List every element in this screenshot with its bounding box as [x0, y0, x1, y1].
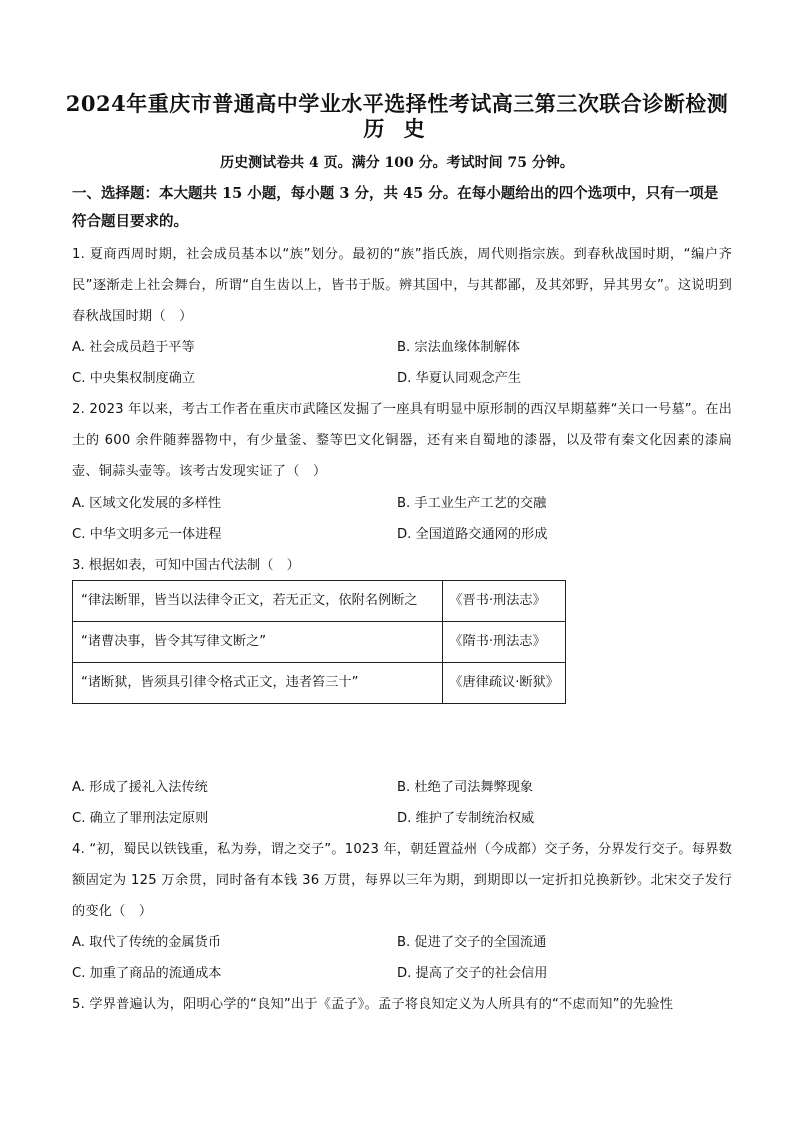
question-1-option-c: C. 中央集权制度确立	[72, 371, 196, 386]
exam-title: 2024年重庆市普通高中学业水平选择性考试高三第三次联合诊断检测	[65, 91, 729, 116]
question-1-stem: 1. 夏商西周时期，社会成员基本以“族”划分。最初的“族”指氏族，周代则指宗族。到春秋战国时期，“编户齐民”逐渐走上社会舞台，所谓“自生齿以上，皆书于版。辨其国中，与其都鄙，及其郊野，异其男女”。这说明到春秋战国时期（ ）	[72, 247, 732, 324]
table-quote: “律法断罪，皆当以法律令正文，若无正文，依附名例断之	[73, 581, 443, 622]
question-4-option-d: D. 提高了交子的社会信用	[397, 966, 548, 981]
question-2-option-b: B. 手工业生产工艺的交融	[397, 496, 547, 511]
question-5-stem: 5. 学界普遍认为，阳明心学的“良知”出于《孟子》。孟子将良知定义为人所具有的“不虑而知”的先验性	[72, 997, 674, 1012]
question-1-option-b: B. 宗法血缘体制解体	[397, 340, 520, 355]
subject-title: 历 史	[363, 116, 431, 141]
question-1-option-d: D. 华夏认同观念产生	[397, 371, 522, 386]
exam-note: 历史测试卷共 4 页。满分 100 分。考试时间 75 分钟。	[220, 155, 574, 171]
table-source: 《晋书·刑法志》	[443, 581, 566, 622]
question-2-option-d: D. 全国道路交通网的形成	[397, 527, 548, 542]
table-source: 《唐律疏议·断狱》	[443, 663, 566, 704]
table-source: 《隋书·刑法志》	[443, 622, 566, 663]
table-row	[73, 581, 566, 622]
question-3-option-b: B. 杜绝了司法舞弊现象	[397, 780, 534, 795]
table-quote: “诸曹决事，皆令其写律文断之”	[73, 622, 443, 663]
table-row	[73, 663, 566, 704]
question-2-stem: 2. 2023 年以来，考古工作者在重庆市武隆区发掘了一座具有明显中原形制的西汉早期墓葬“关口一号墓”。在出土的 600 余件随葬器物中，有少量釜、鍪等巴文化铜器，还有来自蜀地的漆器，以及带有秦文化因素的漆扁壶、铜蒜头壶等。该考古发现实证了（ ）	[72, 402, 732, 479]
question-1-option-a: A. 社会成员趋于平等	[72, 340, 195, 355]
section-heading: 一、选择题：本大题共 15 小题，每小题 3 分，共 45 分。在每小题给出的四个选项中，只有一项是符合题目要求的。	[72, 185, 719, 230]
question-3-option-c: C. 确立了罪刑法定原则	[72, 811, 209, 826]
question-4-option-b: B. 促进了交子的全国流通	[397, 935, 547, 950]
question-4-option-a: A. 取代了传统的金属货币	[72, 935, 222, 950]
question-3-stem: 3. 根据如表，可知中国古代法制（ ）	[72, 558, 300, 573]
question-4-stem: 4. “初，蜀民以铁钱重，私为券，谓之交子”。1023 年，朝廷置益州（今成都）交子务，分界发行交子。每界数额固定为 125 万余贯，同时备有本钱 36 万贯，每界以三年为期，到期即以一定折扣兑换新钞。北宋交子发行的变化（ ）	[72, 842, 732, 919]
question-2-option-c: C. 中华文明多元一体进程	[72, 527, 222, 542]
question-3-option-a: A. 形成了援礼入法传统	[72, 780, 208, 795]
table-row	[73, 622, 566, 663]
question-2-option-a: A. 区域文化发展的多样性	[72, 496, 222, 511]
question-3-option-d: D. 维护了专制统治权威	[397, 811, 535, 826]
table-quote: “诸断狱，皆须具引律令格式正文，违者笞三十”	[73, 663, 443, 704]
law-table	[72, 580, 566, 704]
question-4-option-c: C. 加重了商品的流通成本	[72, 966, 222, 981]
